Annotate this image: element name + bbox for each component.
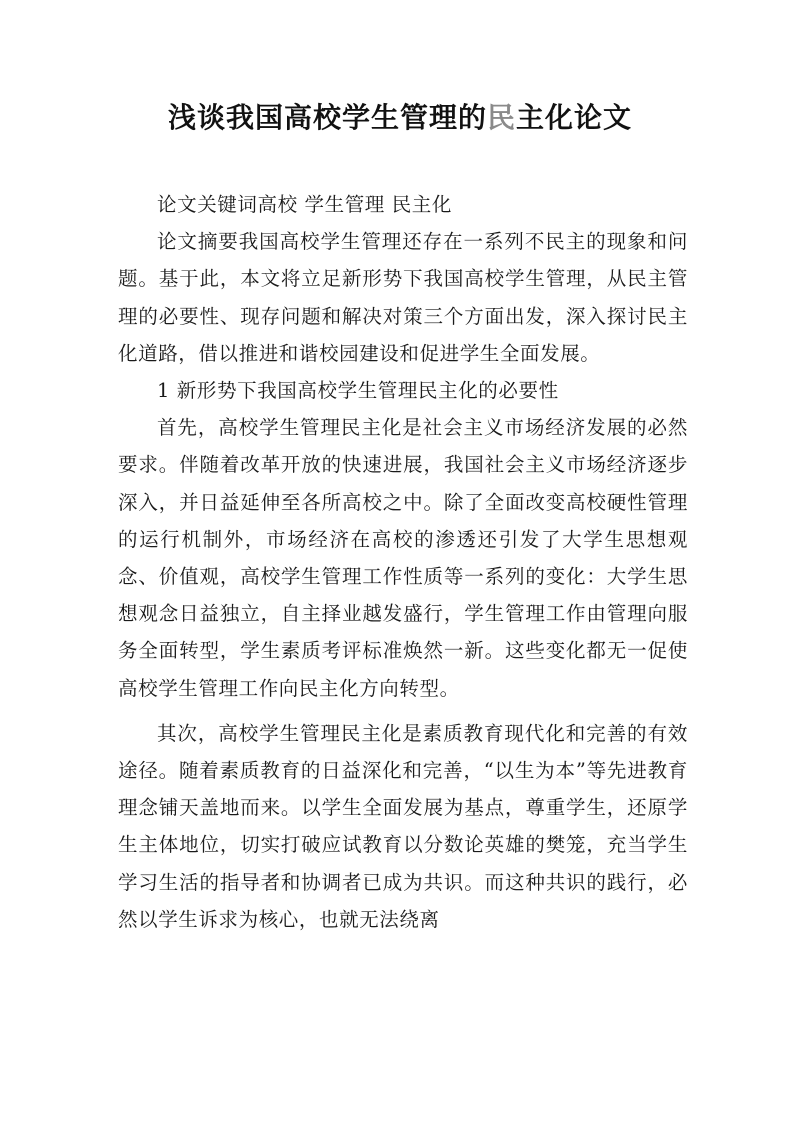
title-faded-char: 民 bbox=[486, 101, 516, 134]
keywords-paragraph: 论文关键词高校 学生管理 民主化 bbox=[157, 193, 452, 216]
body-paragraph-second: 其次，高校学生管理民主化是素质教育现代化和完善的有效途径。随着素质教育的日益深化和完善，“以生为本”等先进教育理念铺天盖地而来。以学生全面发展为基点，尊重学生，还原学生主体地位，切实打破应试教育以分数论英雄的樊笼，充当学生学习生活的指导者和协调者已成为共识。而这种共识的践行，必然以学生诉求为核心，也就无法绕离 bbox=[118, 721, 688, 931]
paragraph-gap bbox=[118, 707, 688, 715]
body-paragraph-first: 首先，高校学生管理民主化是社会主义市场经济发展的必然要求。伴随着改革开放的快速进展，我国社会主义市场经济逐步深入，并日益延伸至各所高校之中。除了全面改变高校硬性管理的运行机制外，市场经济在高校的渗透还引发了大学生思想观念、价值观，高校学生管理工作性质等一系列的变化：大学生思想观念日益独立，自主择业越发盛行，学生管理工作由管理向服务全面转型，学生素质考评标准焕然一新。这些变化都无一促使高校学生管理工作向民主化方向转型。 bbox=[118, 416, 688, 700]
document-title bbox=[0, 96, 800, 140]
title-prefix: 浅谈我国高校学生管理的 bbox=[167, 101, 487, 134]
title-suffix: 主化论文 bbox=[516, 101, 633, 134]
section-heading: 1 新形势下我国高校学生管理民主化的必要性 bbox=[157, 379, 559, 403]
abstract-paragraph: 论文摘要我国高校学生管理还存在一系列不民主的现象和问题。基于此，本文将立足新形势下我国高校学生管理，从民主管理的必要性、现存问题和解决对策三个方面出发，深入探讨民主化道路，借以推进和谐校园建设和促进学生全面发展。 bbox=[118, 230, 688, 365]
document-body bbox=[118, 186, 688, 938]
